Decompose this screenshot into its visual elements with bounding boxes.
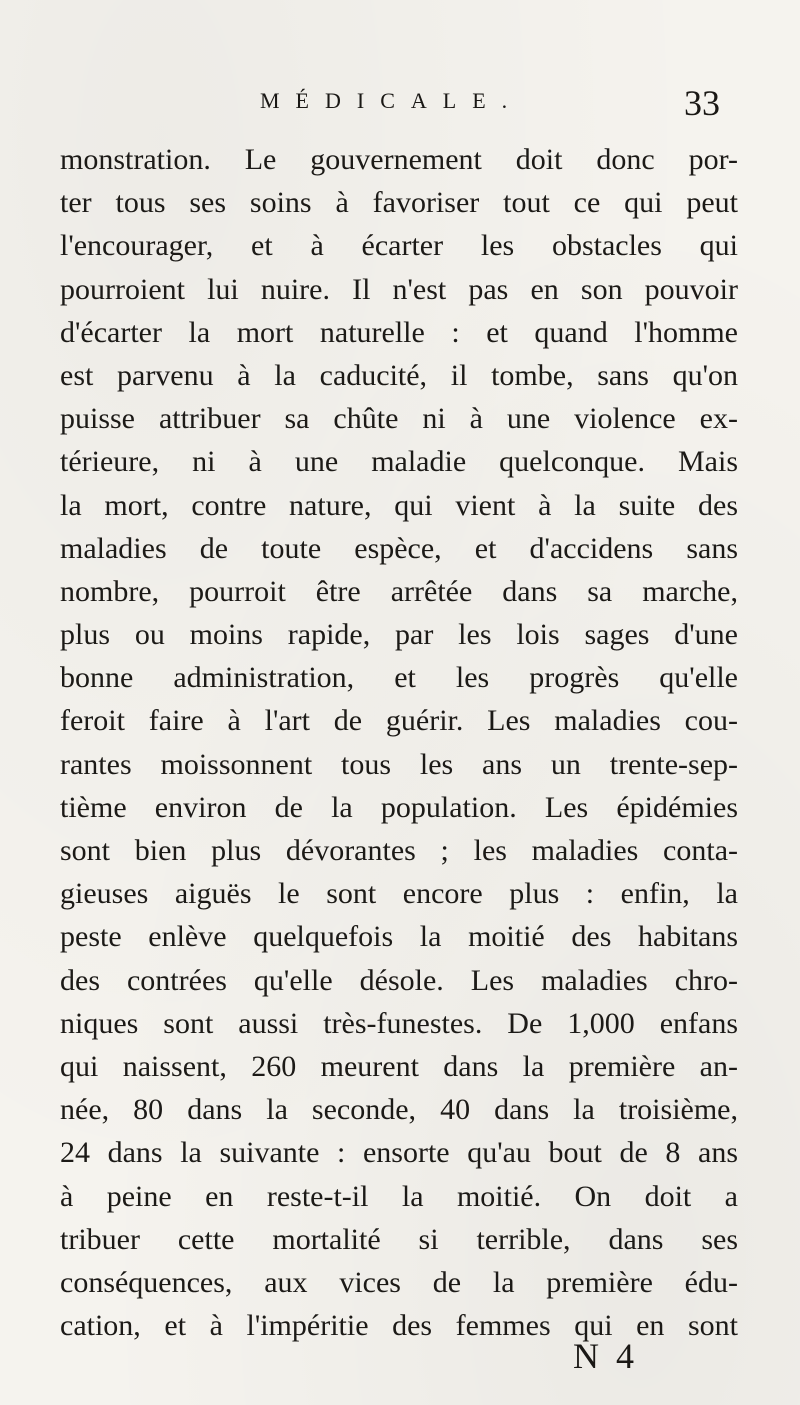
text-line: nombre, pourroit être arrêtée dans sa marche, <box>60 574 738 608</box>
text-line: qui naissent, 260 meurent dans la première an- <box>60 1049 738 1083</box>
page-number: 33 <box>684 83 720 123</box>
text-line: pourroient lui nuire. Il n'est pas en son pouvoir <box>60 272 738 306</box>
text-line: bonne administration, et les progrès qu'elle <box>60 661 738 695</box>
text-line: née, 80 dans la seconde, 40 dans la troisième, <box>60 1093 738 1127</box>
text-line: puisse attribuer sa chûte ni à une violence ex- <box>60 402 738 436</box>
text-line: 24 dans la suivante : ensorte qu'au bout de 8 ans <box>60 1136 738 1170</box>
text-line: des contrées qu'elle désole. Les maladies chro- <box>60 963 738 997</box>
text-line: l'encourager, et à écarter les obstacles qui <box>60 229 738 263</box>
text-line: tribuer cette mortalité si terrible, dans ses <box>60 1222 738 1256</box>
text-line: gieuses aiguës le sont encore plus : enfin, la <box>60 877 738 911</box>
text-line: cation, et à l'impéritie des femmes qui en sont <box>60 1309 738 1343</box>
text-line: rantes moissonnent tous les ans un trente-sep- <box>60 747 738 781</box>
text-line: niques sont aussi très-funestes. De 1,000 enfans <box>60 1006 738 1040</box>
text-line: monstration. Le gouvernement doit donc por- <box>60 143 738 176</box>
text-line: plus ou moins rapide, par les lois sages d'une <box>60 618 738 652</box>
text-line: maladies de toute espèce, et d'accidens sans <box>60 531 738 565</box>
text-line: à peine en reste-t-il la moitié. On doit a <box>60 1179 738 1213</box>
text-line: la mort, contre nature, qui vient à la suite des <box>60 488 738 522</box>
text-line: sont bien plus dévorantes ; les maladies conta- <box>60 834 738 867</box>
text-line: peste enlève quelquefois la moitié des habitans <box>60 920 738 954</box>
text-line: térieure, ni à une maladie quelconque. Mais <box>60 445 738 479</box>
running-title: MÉDICALE. <box>260 88 524 113</box>
body-text <box>60 138 738 1347</box>
text-line: est parvenu à la caducité, il tombe, sans qu'on <box>60 358 738 392</box>
text-line: d'écarter la mort naturelle : et quand l'homme <box>60 315 738 349</box>
text-line: conséquences, aux vices de la première édu- <box>60 1265 738 1299</box>
text-line: feroit faire à l'art de guérir. Les maladies cou- <box>60 704 738 738</box>
text-line: ter tous ses soins à favoriser tout ce qui peut <box>60 186 738 220</box>
text-line: tième environ de la population. Les épidémies <box>60 790 738 824</box>
signature-mark: N 4 <box>573 1336 638 1376</box>
